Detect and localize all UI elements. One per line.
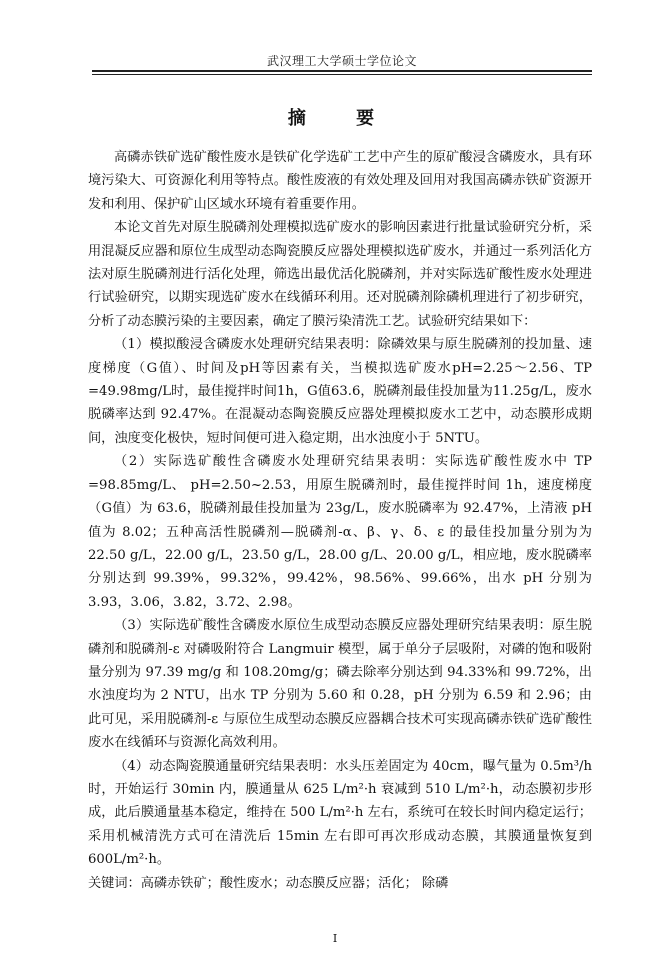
header-rule-thin (92, 74, 592, 75)
abstract-paragraph-result-2: （2）实际选矿酸性含磷废水处理研究结果表明：实际选矿酸性废水中 TP =98.85mg/L、 pH=2.50~2.53，用原生脱磷剂时，最佳搅拌时间 1h，速度梯度（G值）为 63.6，脱磷剂最佳投加量为 23g/L，废水脱磷率为 92.47%，上清液 pH 值为 8.02；五种高活性脱磷剂—脱磷剂-α、β、γ、δ、ε 的最佳投加量分别为为 22.50 g/L，22.00 g/L，23.50 g/L，28.00 g/L、20.00 g/L，相应地，废水脱磷率分别达到 99.39%，99.32%，99.42%，98.56%、99.66%，出水 pH 分别为 3.93，3.06，3.82，3.72、2.98。 (88, 454, 592, 610)
header-rule-thick (92, 70, 592, 72)
abstract-paragraph-result-4: （4）动态陶瓷膜通量研究结果表明：水头压差固定为 40cm，曝气量为 0.5m³/h 时，开始运行 30min 内，膜通量从 625 L/m²·h 衰减到 510 L/m²·h，动态膜初步形成，此后膜通量基本稳定，维持在 500 L/m²·h 左右，系统可在较长时间内稳定运行；采用机械清洗方式可在清洗后 15min 左右即可再次形成动态膜，其膜通量恢复到 600L/m²·h。 (88, 758, 592, 868)
abstract-paragraph-methods: 本论文首先对原生脱磷剂处理模拟选矿废水的影响因素进行批量试验研究分析，采用混凝反应器和原位生成型动态陶瓷膜反应器处理模拟选矿废水，并通过一系列活化方法对原生脱磷剂进行活化处理，筛选出最优活化脱磷剂，并对实际选矿酸性废水处理进行试验研究，以期实现选矿废水在线循环利用。还对脱磷剂除磷机理进行了初步研究，分析了动态膜污染的主要因素，确定了膜污染清洗工艺。试验研究结果如下： (88, 220, 592, 329)
page-number: I (332, 932, 338, 945)
abstract-paragraph-result-3: （3）实际选矿酸性含磷废水原位生成型动态膜反应器处理研究结果表明：原生脱磷剂和脱磷剂-ε 对磷吸附符合 Langmuir 模型，属于单分子层吸附，对磷的饱和吸附量分别为 97.39 mg/g 和 108.20mg/g；磷去除率分别达到 94.33%和 99.72%，出水浊度均为 2 NTU，出水 TP 分别为 5.60 和 0.28，pH 分别为 6.59 和 2.96；由此可见，采用脱磷剂-ε 与原位生成型动态膜反应器耦合技术可实现高磷赤铁矿选矿酸性废水在线循环与资源化高效利用。 (88, 618, 592, 751)
abstract-paragraph-result-1: （1）模拟酸浸含磷废水处理研究结果表明：除磷效果与原生脱磷剂的投加量、速度梯度（G值）、时间及pH等因素有关，当模拟选矿废水pH=2.25～2.56、TP =49.98mg/L时，最佳搅拌时间1h，G值63.6，脱磷剂最佳投加量为11.25g/L，废水脱磷率达到 92.47%。在混凝动态陶瓷膜反应器处理模拟废水工艺中，动态膜形成期间，浊度变化极快，短时间便可进入稳定期，出水浊度小于 5NTU。 (88, 337, 592, 446)
keywords-line: 关键词：高磷赤铁矿；酸性废水；动态膜反应器；活化； 除磷 (88, 875, 449, 891)
abstract-title: 摘 要 (287, 108, 397, 129)
abstract-paragraph-intro: 高磷赤铁矿选矿酸性废水是铁矿化学选矿工艺中产生的原矿酸浸含磷废水，具有环境污染大、可资源化利用等特点。酸性废液的有效处理及回用对我国高磷赤铁矿资源开发和利用、保护矿山区域水环境有着重要作用。 (88, 150, 592, 212)
abstract-body (88, 146, 592, 895)
running-header: 武汉理工大学硕士学位论文 (266, 54, 417, 68)
